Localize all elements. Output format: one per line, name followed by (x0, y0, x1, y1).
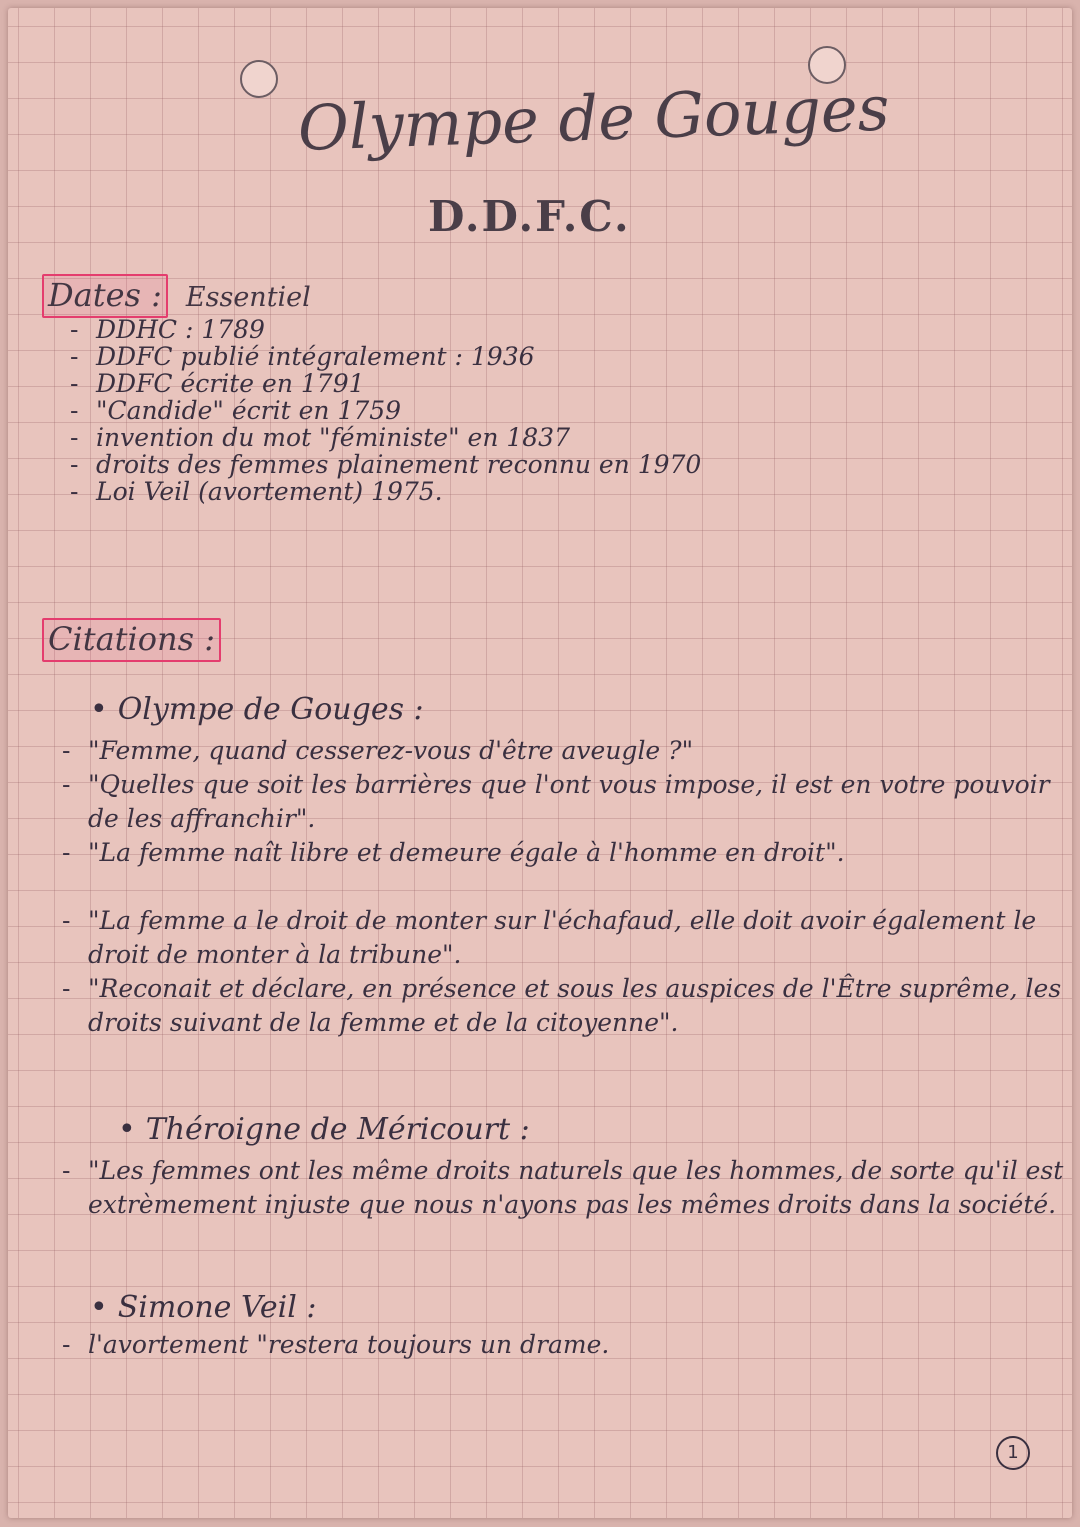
notebook-page (8, 8, 1072, 1518)
dates-note: Essentiel (185, 282, 311, 313)
date-item: - invention du mot "féministe" en 1837 (70, 424, 701, 451)
quote-olympe: - "Quelles que soit les barrières que l'ont vous impose, il est en votre pouvoir de les affranchir". (54, 768, 1072, 836)
date-item: - droits des femmes plainement reconnu en 1970 (70, 451, 701, 478)
speaker-olympe: • Olympe de Gouges : (90, 692, 424, 727)
quote-theroigne: - "Les femmes ont les même droits naturels que les hommes, de sorte qu'il est extrèmement injuste que nous n'ayons pas les mêmes droits dans la société. (54, 1154, 1072, 1222)
speaker-simone: • Simone Veil : (90, 1290, 316, 1325)
quote-olympe: - "La femme naît libre et demeure égale à l'homme en droit". (54, 836, 1072, 870)
page-title: Olympe de Gouges (296, 71, 891, 165)
dates-heading-label: Dates : (42, 274, 168, 318)
citations-heading-label: Citations : (42, 618, 221, 662)
quote-olympe: - "Femme, quand cesserez-vous d'être aveugle ?" (54, 734, 1072, 768)
dates-list (70, 316, 701, 505)
quote-olympe: - "Reconait et déclare, en présence et sous les auspices de l'Être suprême, les droits suivant de la femme et de la citoyenne". (54, 972, 1072, 1040)
date-item: - DDFC écrite en 1791 (70, 370, 701, 397)
page-subtitle: D.D.F.C. (428, 192, 631, 241)
speaker-theroigne: • Théroigne de Méricourt : (118, 1112, 530, 1147)
quote-olympe: - "La femme a le droit de monter sur l'échafaud, elle doit avoir également le droit de monter à la tribune". (54, 904, 1072, 972)
date-item: - DDFC publié intégralement : 1936 (70, 343, 701, 370)
page-number: 1 (996, 1436, 1030, 1470)
dates-heading (42, 276, 311, 314)
citations-heading (42, 620, 221, 658)
date-item: - "Candide" écrit en 1759 (70, 397, 701, 424)
date-item: - DDHC : 1789 (70, 316, 701, 343)
quote-simone: - l'avortement "restera toujours un drame. (54, 1328, 1072, 1362)
date-item: - Loi Veil (avortement) 1975. (70, 478, 701, 505)
punch-hole-left (240, 60, 278, 98)
